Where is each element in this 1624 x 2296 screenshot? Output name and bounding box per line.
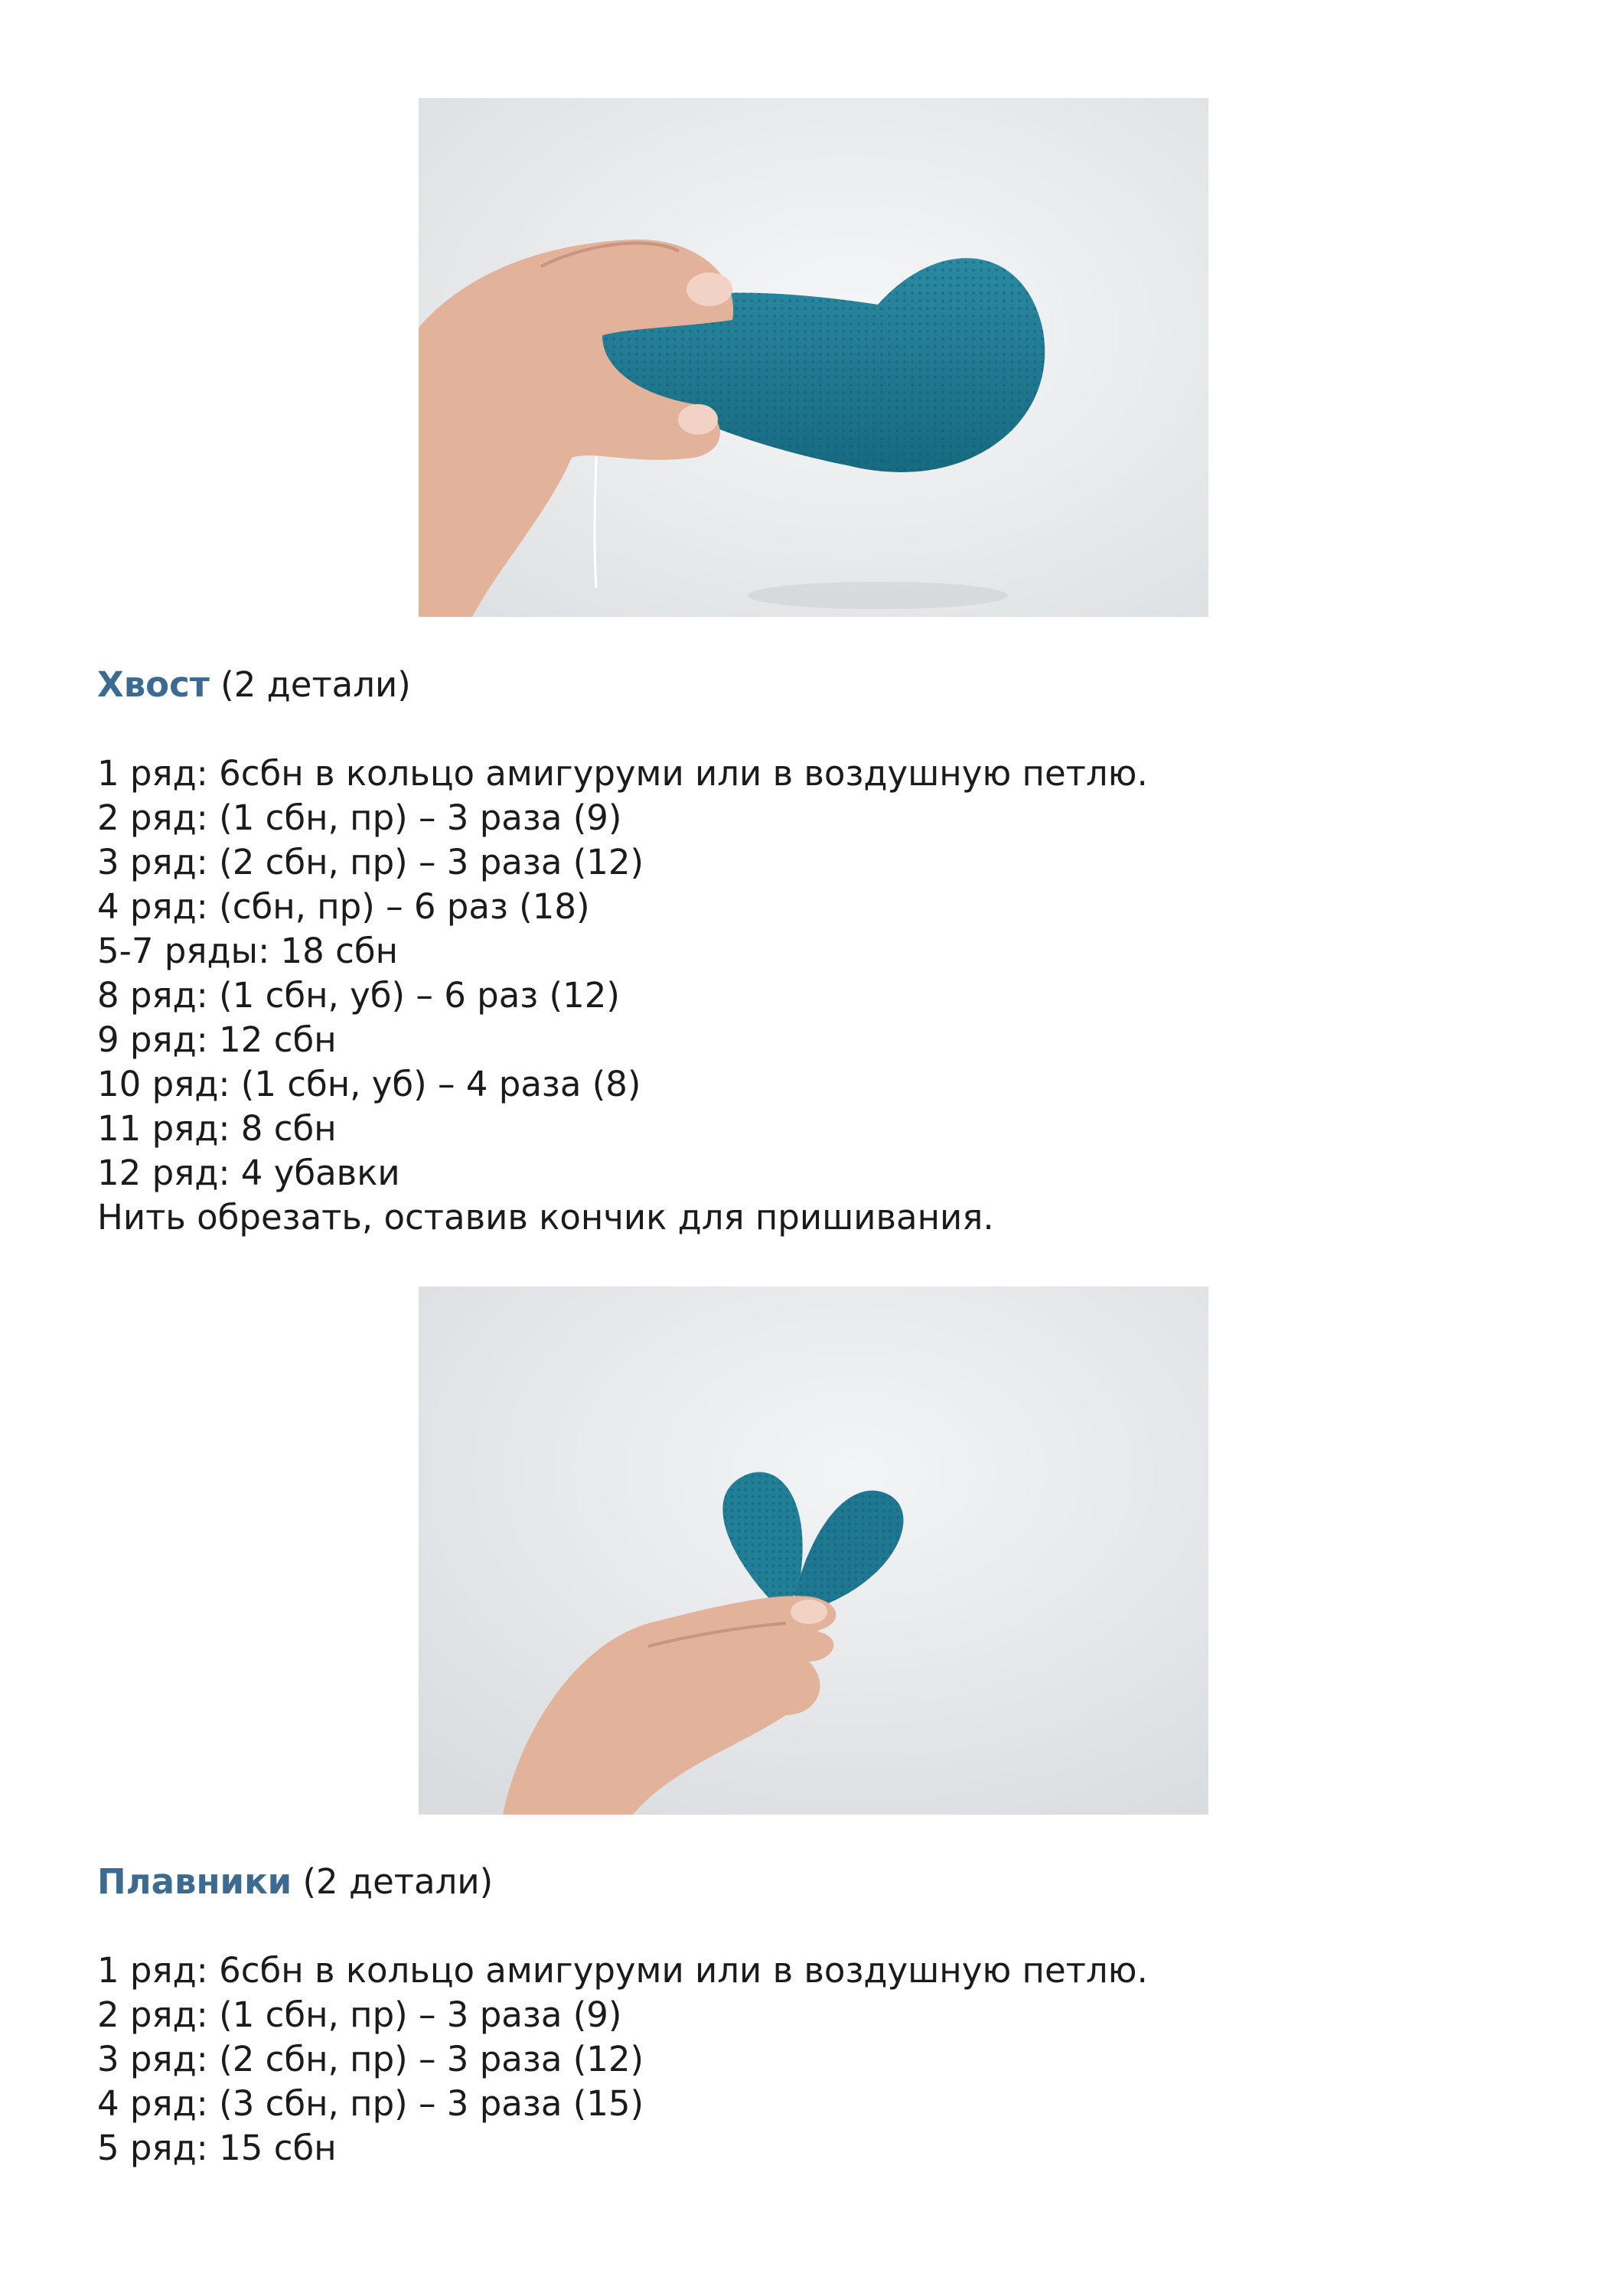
fins-steps [97, 1949, 1536, 2170]
fins-step: 5 ряд: 15 сбн [97, 2128, 337, 2168]
tail-step: 11 ряд: 8 сбн [97, 1108, 337, 1149]
fins-photo-illustration [419, 1287, 1208, 1815]
tail-step: Нить обрезать, оставив кончик для пришивания. [97, 1197, 994, 1238]
tail-steps [97, 752, 1536, 1240]
fins-step: 2 ряд: (1 сбн, пр) – 3 раза (9) [97, 1994, 622, 2035]
tail-step: 8 ряд: (1 сбн, уб) – 6 раз (12) [97, 975, 620, 1016]
tail-heading [97, 663, 1536, 707]
tail-step: 5-7 ряды: 18 сбн [97, 931, 399, 971]
tail-photo-illustration [419, 98, 1208, 617]
tail-step: 10 ряд: (1 сбн, уб) – 4 раза (8) [97, 1064, 641, 1104]
tail-heading-title: Хвост [97, 664, 210, 705]
tail-heading-count: (2 детали) [220, 664, 411, 705]
fins-heading-title: Плавники [97, 1861, 292, 1902]
tail-photo [419, 98, 1208, 617]
fins-step: 1 ряд: 6сбн в кольцо амигуруми или в воздушную петлю. [97, 1950, 1148, 1991]
fins-section [97, 1860, 1536, 2170]
tail-section [97, 663, 1536, 1240]
tail-step: 9 ряд: 12 сбн [97, 1019, 337, 1060]
fins-step: 3 ряд: (2 сбн, пр) – 3 раза (12) [97, 2039, 644, 2079]
shadow [748, 582, 1008, 609]
tail-step: 1 ряд: 6сбн в кольцо амигуруми или в воздушную петлю. [97, 753, 1148, 794]
fins-heading-count: (2 детали) [302, 1861, 494, 1902]
tail-step: 3 ряд: (2 сбн, пр) – 3 раза (12) [97, 842, 644, 882]
fins-step: 4 ряд: (3 сбн, пр) – 3 раза (15) [97, 2083, 644, 2124]
tail-step: 2 ряд: (1 сбн, пр) – 3 раза (9) [97, 797, 622, 838]
fins-heading [97, 1860, 1536, 1904]
tail-step: 4 ряд: (сбн, пр) – 6 раз (18) [97, 886, 590, 927]
fins-photo [419, 1287, 1208, 1815]
tail-step: 12 ряд: 4 убавки [97, 1153, 400, 1193]
